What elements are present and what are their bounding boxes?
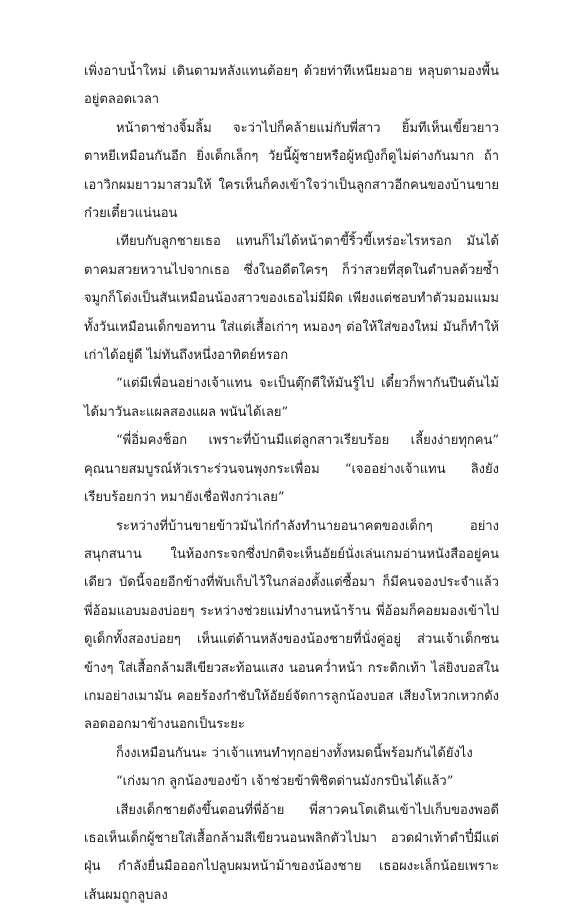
paragraph: “พี่อิ่มคงช็อก เพราะที่บ้านมีแต่ลูกสาวเรียบร้อย เลี้ยงง่ายทุกคน” คุณนายสมบูรณ์หัวเราะร่วนจนพุงกระเพื่อม “เจออย่างเจ้าแทน ลิงยังเรียบร้อยกว่า หมายังเชื่อฟังกว่าเลย” (84, 433, 499, 506)
paragraph: เสียงเด็กชายดังขึ้นตอนที่พี่อ้าย พี่สาวคนโตเดินเข้าไปเก็บของพอดี เธอเห็นเด็กผู้ชายใส่เสื้อกล้ามสีเขียวนอนพลิกตัวไปมา อวดฝ่าเท้าดำปี๋มีแต่ฝุ่น กำลังยื่นมือออกไปลูบผมหน้าม้าของน้องชาย เธอผงะเล็กน้อยเพราะเส้นผมถูกลูบลง (84, 802, 499, 903)
paragraph: ก็งงเหมือนกันนะ ว่าเจ้าแทนทำทุกอย่างทั้งหมดนี้พร้อมกันได้ยังไง (116, 745, 473, 761)
body-text (84, 58, 499, 910)
paragraph: เพิ่งอาบน้ำใหม่ เดินตามหลังแทนต้อยๆ ด้วยท่าทีเหนียมอาย หลุบตามองพื้นอยู่ตลอดเวลา (84, 64, 499, 108)
paragraph: ระหว่างที่บ้านขายข้าวมันไก่กำลังทำนายอนาคตของเด็กๆ อย่างสนุกสนาน ในห้องกระจกซึ่งปกติจะเห็นอัยย์นั่งเล่นเกมอ่านหนังสืออยู่คนเดียว บัดนี้จอยอีกข้างที่พับเก็บไว้ในกล่องตั้งแต่ซื้อมา ก็มีคนจองประจำแล้ว พี่อ้อมแอบมองบ่อยๆ ระหว่างช่วยแม่ทำงานหน้าร้าน พี่อ้อมก็คอยมองเข้าไปดูเด็กทั้งสองบ่อยๆ เห็นแต่ด้านหลังของน้องชายที่นั่งคู่อยู่ ส่วนเจ้าเด็กซนข้างๆ ใส่เสื้อกล้ามสีเขียวสะท้อนแสง นอนคว่ำหน้า กระดิกเท้า ไล่ยิงบอสในเกมอย่างเมามัน คอยร้องกำชับให้อัยย์จัดการลูกน้องบอส เสียงโหวกเหวกดังลอดออกมาข้างนอกเป็นระยะ (84, 518, 499, 733)
paragraph: หน้าตาช่างจิ้มลิ้ม จะว่าไปก็คล้ายแม่กับพี่สาว ยิ้มทีเห็นเขี้ยวยาว ตาหยีเหมือนกันอีก ยิ่งเด็กเล็กๆ วัยนี้ผู้ชายหรือผู้หญิงก็ดูไม่ต่างกันมาก ถ้าเอาวิกผมยาวมาสวมให้ ใครเห็นก็คงเข้าใจว่าเป็นลูกสาวอีกคนของบ้านขายก๋วยเตี๋ยวแน่นอน (84, 120, 499, 222)
paragraph: เทียบกับลูกชายเธอ แทนก็ไม่ได้หน้าตาขี้ริ้วขี้เหร่อะไรหรอก มันได้ตาคมสวยหวานไปจากเธอ ซึ่งในอดีตใครๆ ก็ว่าสวยที่สุดในตำบลด้วยซ้ำ จมูกก็โด่งเป็นสันเหมือนน้องสาวของเธอไม่มีผิด เพียงแต่ชอบทำตัวมอมแมมทั้งวันเหมือนเด็กขอทาน ใส่แต่เสื้อเก่าๆ หมองๆ ต่อให้ใส่ของใหม่ มันก็ทำให้เก่าได้อยู่ดี ไม่ทันถึงหนึ่งอาทิตย์หรอก (84, 234, 499, 364)
paragraph: “แต่มีเพื่อนอย่างเจ้าแทน จะเป็นตุ๊กตีให้มันรู้ไป เดี๋ยวก็พากันปีนต้นไม้ได้มาวันละแผลสองแผล พนันได้เลย” (84, 376, 499, 420)
paragraph: “เก่งมาก ลูกน้องของข้า เจ้าช่วยข้าพิชิตด่านมังกรบินได้แล้ว” (116, 774, 454, 790)
